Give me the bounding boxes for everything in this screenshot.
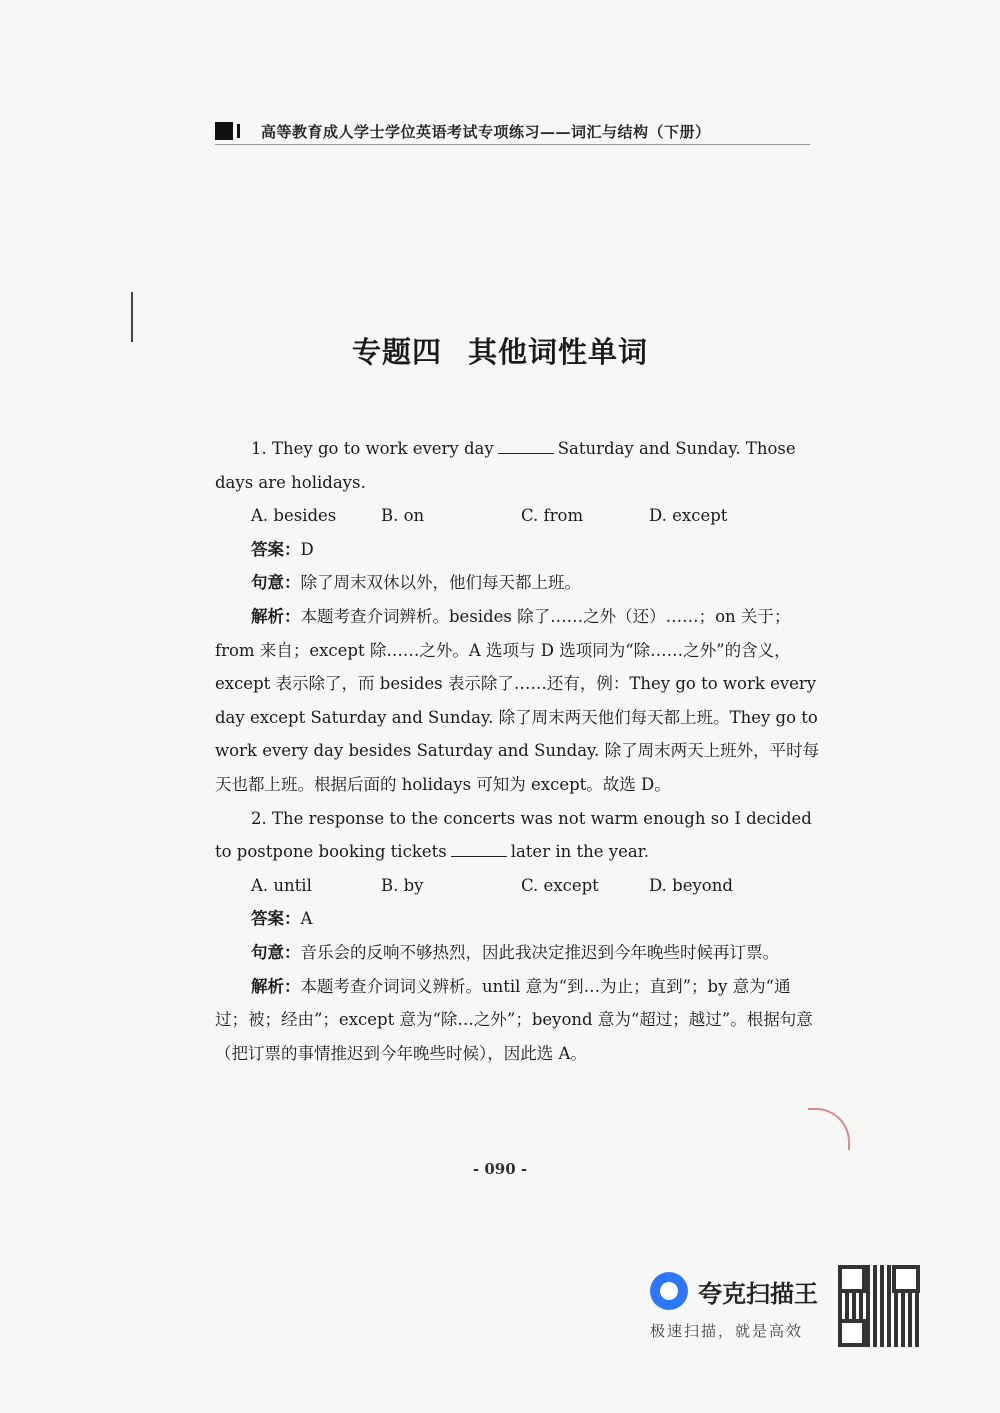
red-pen-mark: [808, 1108, 850, 1150]
q2-option-a: A. until: [251, 875, 312, 895]
watermark-app-name: 夸克扫描王: [698, 1280, 818, 1308]
q2-blank: [451, 842, 507, 857]
section-title: [0, 330, 1000, 371]
exercise-content: [215, 432, 823, 1070]
watermark-slogan: 极速扫描，就是高效: [650, 1322, 804, 1340]
q1-meaning: 句意：除了周末双休以外，他们每天都上班。: [251, 573, 581, 593]
q1-option-a: A. besides: [251, 506, 337, 526]
q1-analysis: 解析：本题考查介词辨析。besides 除了……之外（还）……；on 关于；from 来自；except 除……之外。A 选项与 D 选项同为“除……之外”的含义，except 表示除了，而 besides 表示除了……还有，例：They go to work every day except Saturday and Sunday. 除了周末两天他们每天都上班。They go to work every day besides Saturday and Sunday. 除了周末两天上班外，平时每天也都上班。根据后面的 holidays 可知为 except。故选 D。: [215, 606, 820, 794]
q2-analysis: 解析：本题考查介词词义辨析。until 意为“到…为止；直到”；by 意为“通过；被；经由”；except 意为“除…之外”；beyond 意为“超过；越过”。根据句意（把订票的事情推迟到今年晚些时候），因此选 A。: [215, 976, 813, 1063]
qr-finder-pattern: [892, 1265, 920, 1293]
qr-code-icon: [838, 1265, 920, 1347]
q1-blank: [498, 439, 554, 454]
section-title-text: 其他词性单词: [468, 335, 649, 369]
q2-answer: 答案：A: [251, 909, 313, 929]
q1-option-c: C. from: [521, 506, 584, 526]
q1-option-d: D. except: [649, 506, 728, 526]
q2-option-b: B. by: [381, 875, 424, 895]
header-block-icon: [215, 122, 233, 140]
header-title: 高等教育成人学士学位英语考试专项练习——词汇与结构（下册）: [261, 122, 711, 141]
section-title-number: 专题四: [351, 335, 442, 369]
q1-options: [215, 499, 823, 533]
q2-option-c: C. except: [521, 875, 599, 895]
q2-options: [215, 869, 823, 903]
q1-stem: 1. They go to work every day Saturday and Sunday. Those days are holidays.: [215, 439, 796, 492]
running-header: [215, 118, 805, 144]
q2-meaning: 句意：音乐会的反响不够热烈，因此我决定推迟到今年晚些时候再订票。: [251, 942, 779, 962]
q1-answer: 答案：D: [251, 539, 314, 559]
qr-finder-pattern: [838, 1265, 866, 1293]
quark-logo-icon: [650, 1272, 688, 1310]
q2-option-d: D. beyond: [649, 875, 733, 895]
page-number: - 090 -: [472, 1160, 528, 1178]
qr-finder-pattern: [838, 1319, 866, 1347]
q2-stem: 2. The response to the concerts was not warm enough so I decided to postpone booking tickets later in the year.: [215, 808, 812, 862]
header-rule: [215, 144, 810, 145]
q1-option-b: B. on: [381, 506, 425, 526]
